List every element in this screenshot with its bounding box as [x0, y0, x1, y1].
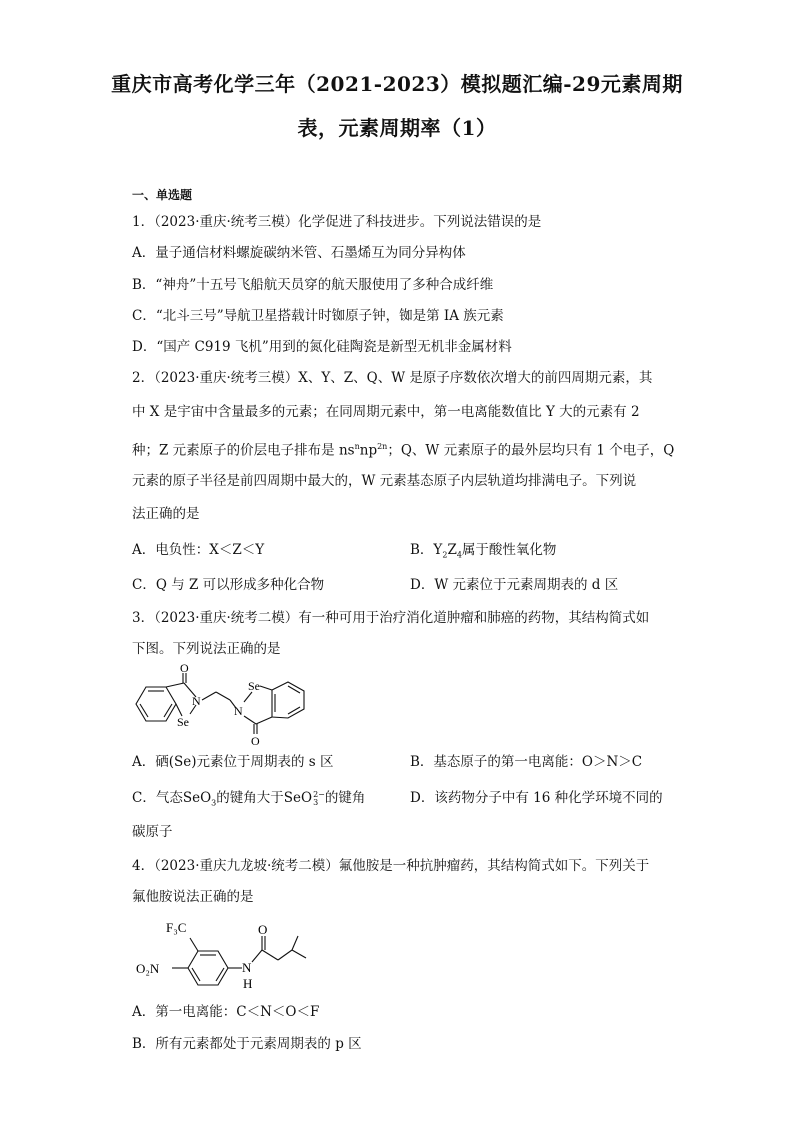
q3-atom-o-top: O: [180, 661, 189, 675]
q3-stem-line1: 3．（2023·重庆·统考二模）有一种可用于治疗消化道肿瘤和肺癌的药物，其结构简式如: [132, 610, 650, 626]
q2-option-b: B．$Y_2Z_4$属于酸性氧化物: [410, 542, 557, 560]
q4-atom-h: H: [243, 976, 253, 991]
q4-structure-diagram: [128, 910, 328, 996]
q4-atom-n: N: [242, 960, 252, 975]
doc-title-line1: 重庆市高考化学三年（2021-2023）模拟题汇编-29元素周期: [111, 72, 683, 96]
q1-option-b: B．“神舟”十五号飞船航天员穿的航天服使用了多种合成纤维: [132, 277, 494, 293]
q4-stem-line2: 氟他胺说法正确的是: [132, 889, 254, 905]
q4-option-b: B．所有元素都处于元素周期表的 p 区: [132, 1036, 362, 1052]
q2-stem-line1: 2．（2023·重庆·统考三模）X、Y、Z、Q、W 是原子序数依次增大的前四周期元素，其: [132, 370, 653, 386]
q1-option-a: A．量子通信材料螺旋碳纳米管、石墨烯互为同分异构体: [132, 245, 466, 261]
q3-option-b: B．基态原子的第一电离能：O＞N＞C: [410, 754, 643, 770]
q4-stem-line1: 4．（2023·重庆九龙坡·统考二模）氟他胺是一种抗肿瘤药，其结构简式如下。下列关于: [132, 858, 650, 874]
q2-option-d: D．W 元素位于元素周期表的 d 区: [410, 577, 619, 593]
q2-option-a: A．电负性：X＜Z＜Y: [132, 542, 265, 558]
q3-atom-se-right: Se: [248, 679, 260, 693]
q1-option-d: D．“国产 C919 飞机”用到的氮化硅陶瓷是新型无机非金属材料: [132, 339, 512, 355]
doc-title-line2: 表，元素周期率（1）: [297, 116, 497, 140]
q3-atom-n-right: N: [234, 704, 243, 718]
q3-stem-line2: 下图。下列说法正确的是: [132, 641, 281, 657]
q2-stem-line2: 中 X 是宇宙中含量最多的元素；在同周期元素中，第一电离能数值比 Y 大的元素有 2: [132, 404, 640, 420]
q2-stem-line4: 元素的原子半径是前四周期中最大的，W 元素基态原子内层轨道均排满电子。下列说: [132, 473, 637, 489]
q2-stem-line3: 种；Z 元素原子的价层电子排布是 $ns^nnp^{2n}$；Q、W 元素原子的最外层均只有 1 个电子，Q: [132, 442, 675, 459]
section-heading: 一、单选题: [132, 188, 193, 202]
q4-atom-o: O: [258, 922, 268, 937]
q1-stem: 1．（2023·重庆·统考三模）化学促进了科技进步。下列说法错误的是: [132, 214, 542, 230]
q3-atom-n-left: N: [192, 694, 201, 708]
q1-option-c: C．“北斗三号”导航卫星搭载计时铷原子钟，铷是第 IA 族元素: [132, 308, 504, 324]
q3-atom-se-left: Se: [177, 715, 189, 729]
q3-atom-o-bottom: O: [251, 734, 260, 746]
q3-option-a: A．硒(Se)元素位于周期表的 s 区: [132, 754, 334, 770]
q4-option-a: A．第一电离能：C＜N＜O＜F: [132, 1004, 320, 1020]
q3-option-c: C．气态SeO$_3$的键角大于SeO 2− 3 的键角: [132, 789, 366, 808]
q3-option-d: D．该药物分子中有 16 种化学环境不同的: [410, 790, 663, 806]
q3-option-d-cont: 碳原子: [132, 824, 173, 840]
q4-group-cf3: F₃C: [166, 920, 187, 935]
q4-group-no2: O₂N: [136, 961, 160, 976]
q2-stem-line5: 法正确的是: [132, 506, 200, 522]
q2-option-c: C．Q 与 Z 可以形成多种化合物: [132, 577, 325, 593]
q3-structure-diagram: [128, 660, 308, 746]
